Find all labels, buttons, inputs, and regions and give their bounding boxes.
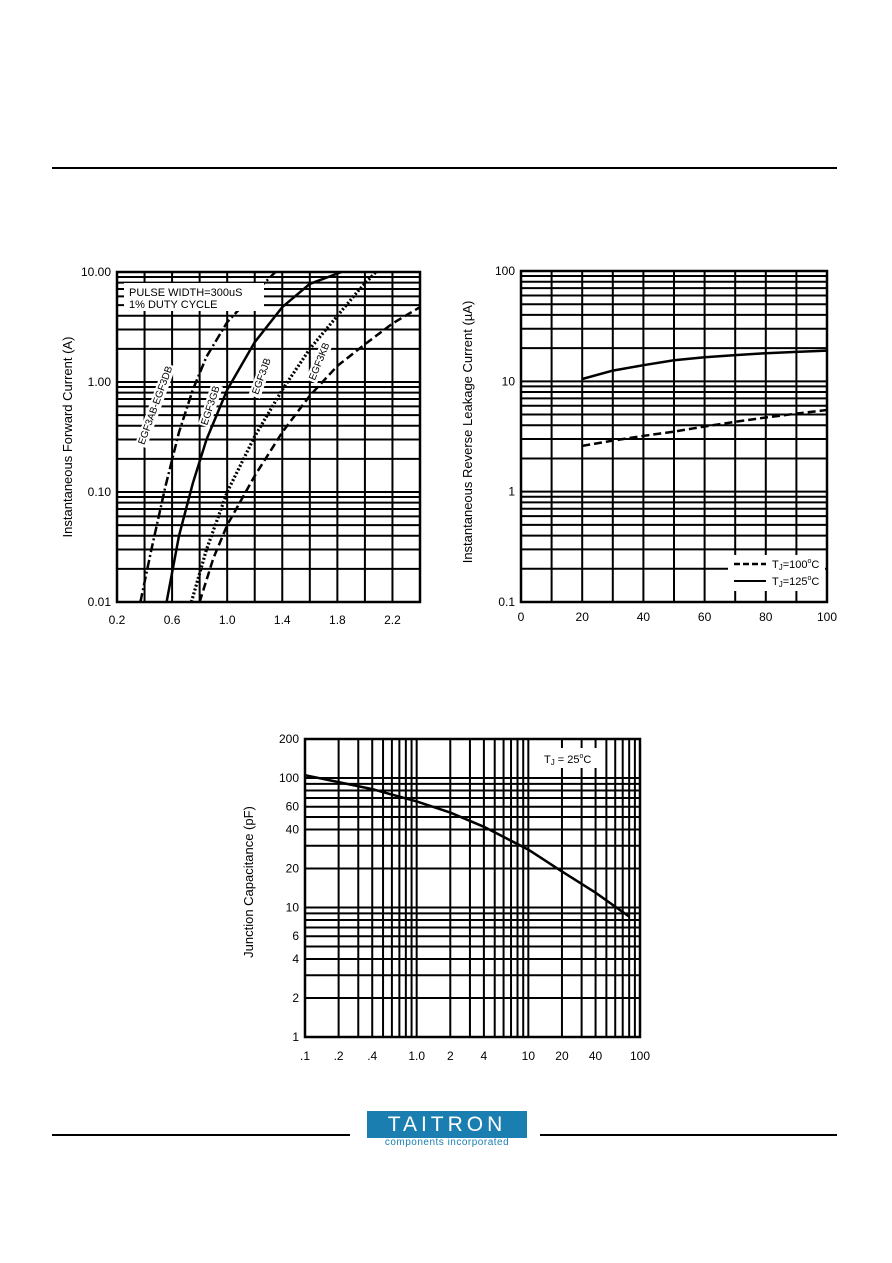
chart3-y-tick-3: 6 (292, 929, 299, 944)
forward-series-label-text-0: EGF3AB-EGF3DB (136, 364, 176, 447)
chart1-y-tick-0: 0.01 (87, 595, 111, 609)
chart3-y-tick-9: 200 (278, 732, 299, 746)
legend-label-100c: $TJ=100^oC$ (772, 558, 820, 572)
forward-y-axis-label: Instantaneous Forward Current (A) (60, 336, 75, 538)
chart1-y-tick-3: 10.00 (80, 265, 111, 279)
footer-rule-left (52, 1134, 350, 1136)
chart3-x-tick-0: .1 (299, 1049, 311, 1063)
chart2-x-tick-2: 40 (636, 610, 651, 624)
chart3-y-tick-0: 1 (292, 1030, 299, 1044)
leakage-y-axis-label: Instantaneous Reverse Leakage Current (µA) (460, 300, 475, 564)
taitron-logo-subtitle: components incorporated (384, 1137, 510, 1148)
chart1-y-tick-1: 0.10 (87, 485, 111, 499)
chart1-x-tick-1: 0.6 (163, 613, 181, 627)
chart3-y-tick-4: 10 (285, 900, 299, 915)
chart3-x-tick-3: 1.0 (408, 1049, 426, 1063)
chart3-y-tick-8: 100 (278, 770, 299, 785)
chart3-x-tick-8: 40 (588, 1049, 603, 1063)
chart3-x-tick-7: 20 (555, 1049, 569, 1063)
chart2-x-tick-1: 20 (575, 610, 589, 624)
capacitance-y-axis-label: Junction Capacitance (pF) (241, 806, 256, 958)
chart2-y-tick-3: 100 (494, 264, 515, 278)
chart3-y-tick-6: 40 (285, 822, 299, 837)
pulse-width-annotation: PULSE WIDTH=300uS (129, 287, 243, 299)
tj-annotation: TJ = $25^oC$ (544, 753, 592, 767)
chart3-y-tick-7: 60 (285, 799, 299, 814)
chart2-y-tick-2: 10 (501, 374, 515, 389)
chart2-y-tick-1: 1 (508, 484, 515, 499)
chart2-x-tick-3: 60 (697, 610, 712, 624)
forward-series-label-text-2: EGF3JB (250, 356, 274, 397)
footer-rule-right (540, 1134, 837, 1136)
chart3-x-tick-9: 100 (629, 1049, 651, 1063)
chart1-x-tick-5: 2.2 (384, 613, 401, 627)
legend-label-125c: $TJ=125^oC$ (772, 575, 820, 589)
chart3-x-tick-6: 10 (521, 1049, 536, 1063)
chart1-x-tick-2: 1.0 (218, 613, 236, 627)
chart3-x-tick-4: 2 (446, 1049, 454, 1063)
chart1-x-tick-0: 0.2 (108, 613, 126, 627)
forward-series-label-text-1: EGF3GB (199, 384, 223, 427)
chart3-y-tick-1: 2 (292, 991, 299, 1006)
forward-series-label-text-3: EGF3KB (307, 341, 333, 383)
chart3-x-tick-5: 4 (480, 1049, 488, 1063)
chart3-y-tick-2: 4 (292, 952, 299, 967)
chart3-x-tick-2: .4 (367, 1049, 378, 1063)
chart2-y-tick-0: 0.1 (498, 595, 515, 609)
chart3-y-tick-5: 20 (285, 861, 299, 876)
chart1-x-tick-4: 1.8 (329, 613, 346, 627)
chart2-x-tick-0: 0 (517, 610, 525, 624)
chart3-x-tick-1: .2 (333, 1049, 344, 1063)
chart1-y-tick-2: 1.00 (87, 375, 111, 389)
duty-cycle-annotation: 1% DUTY CYCLE (129, 299, 218, 311)
chart2-x-tick-5: 100 (816, 610, 838, 624)
taitron-logo: TAITRON (367, 1111, 527, 1138)
chart2-x-tick-4: 80 (759, 610, 773, 624)
chart1-x-tick-3: 1.4 (273, 613, 291, 627)
